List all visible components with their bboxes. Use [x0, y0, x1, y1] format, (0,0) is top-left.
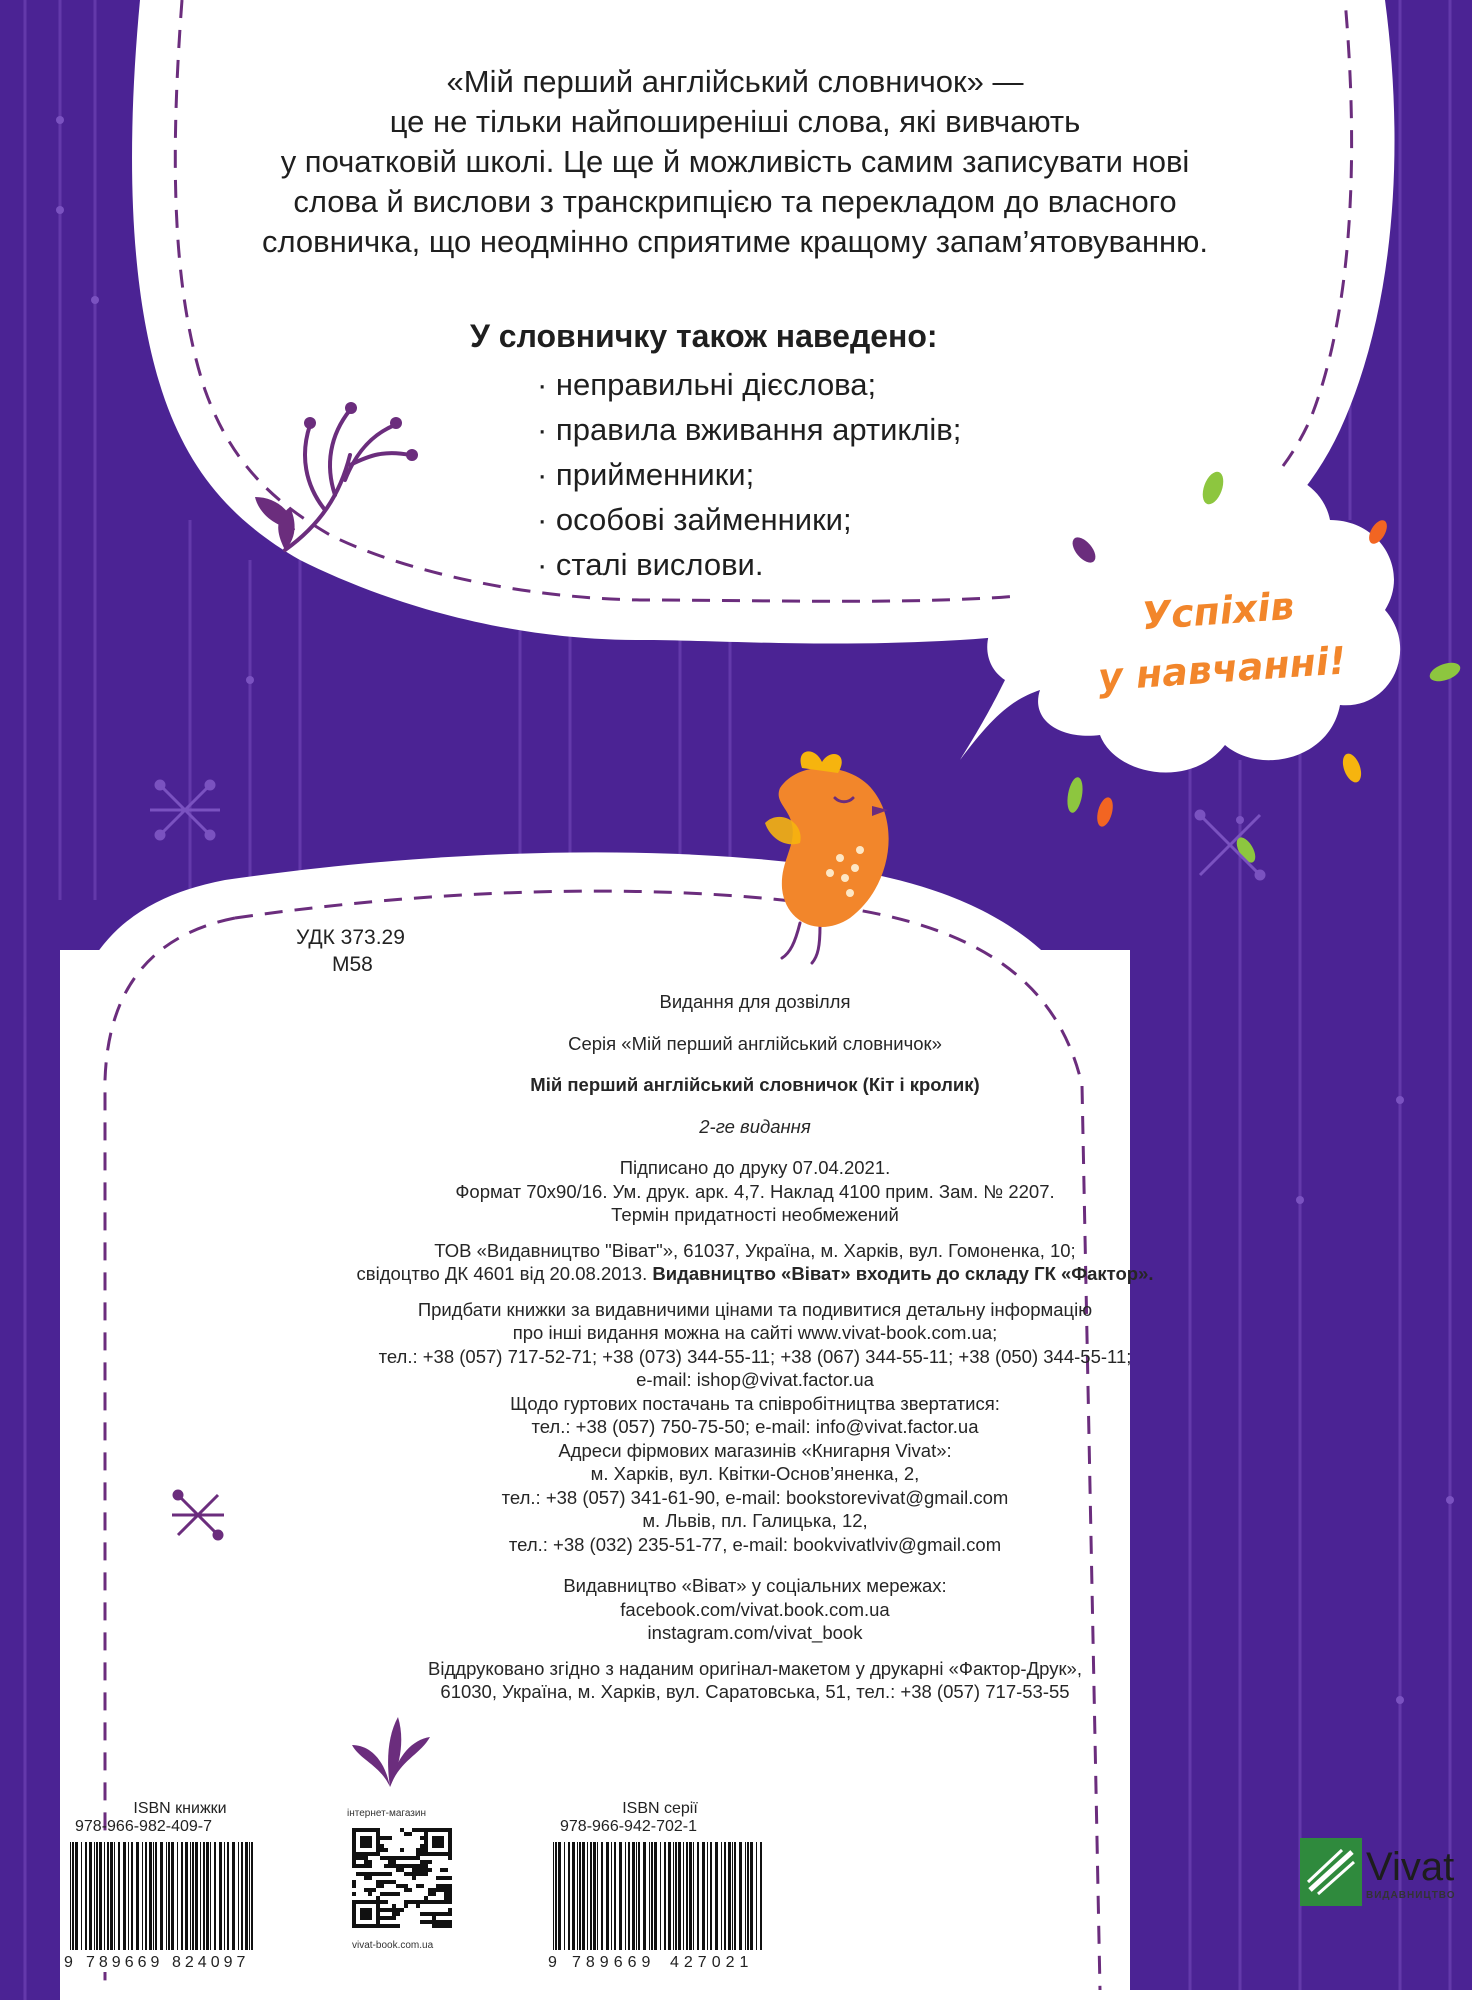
isbn-series-number: 978-966-942-702-1	[560, 1818, 697, 1835]
imprint-certificate-line	[330, 1262, 1180, 1286]
qr-caption-top: інтернет-магазин	[347, 1808, 427, 1819]
isbn-book-digits-left: 789669	[86, 1954, 164, 1971]
imprint-buy-line-1: Придбати книжки за видавничими цінами та подивитися детальну інформацію	[417, 1298, 1093, 1320]
slogan	[1076, 572, 1363, 707]
imprint-signed: Підписано до друку 07.04.2021.	[619, 1157, 891, 1178]
imprint-store1-contact: тел.: +38 (057) 341-61-90, e-mail: bookstorevivat@gmail.com	[501, 1486, 1009, 1508]
isbn-series-caption: ISBN серії	[622, 1800, 698, 1817]
imprint-wholesale-contact: тел.: +38 (057) 750-75-50; e-mail: info@vivat.factor.ua	[531, 1416, 979, 1437]
isbn-series-digits-left: 789669	[572, 1954, 656, 1971]
intro-line: у початковій школі. Це ще й можливість самим записувати нові	[280, 144, 1190, 179]
imprint-store2-address: м. Львів, пл. Галицька, 12,	[642, 1510, 868, 1531]
intro-line: слова й вислови з транскрипцією та перекладом до власного	[293, 184, 1177, 219]
imprint-format: Формат 70х90/16. Ум. друк. арк. 4,7. Наклад 4100 прим. Зам. № 2207.	[455, 1180, 1055, 1202]
isbn-series-digit-first: 9	[548, 1954, 557, 1971]
shop-qr-code[interactable]	[352, 1828, 452, 1928]
udk-code: УДК 373.29	[296, 926, 405, 949]
isbn-series-barcode	[545, 1838, 770, 1968]
imprint-shelf-life: Термін придатності необмежений	[611, 1204, 899, 1225]
intro-line: «Мій перший англійський словничок» —	[446, 64, 1024, 99]
list-item: · правила вживання артиклів;	[537, 412, 962, 447]
vivat-logo-name: Vivat	[1366, 1845, 1455, 1889]
isbn-book-barcode	[62, 1838, 260, 1968]
udk-block	[296, 924, 405, 978]
udk-author-mark: М58	[332, 953, 373, 976]
isbn-book-number: 978-966-982-409-7	[75, 1818, 212, 1835]
isbn-book-caption: ISBN книжки	[133, 1800, 227, 1817]
isbn-book-digits-right: 824097	[172, 1954, 250, 1971]
imprint-purpose: Видання для дозвілля	[659, 991, 851, 1012]
isbn-book-digit-first: 9	[64, 1954, 73, 1971]
imprint-facebook: facebook.com/vivat.book.com.ua	[620, 1598, 890, 1620]
imprint-printed-line-1: Віддруковано згідно з наданим оригінал-макетом у друкарні «Фактор-Друк»,	[428, 1657, 1082, 1679]
imprint-instagram: instagram.com/vivat_book	[647, 1622, 863, 1643]
imprint-stores-title: Адреси фірмових магазинів «Книгарня Vivat»:	[558, 1439, 952, 1461]
imprint-buy-line-2: про інші видання можна на сайті www.vivat-book.com.ua;	[512, 1322, 998, 1343]
imprint-edition: 2-ге видання	[699, 1115, 811, 1137]
list-item: · особові займенники;	[537, 502, 852, 537]
imprint-group-note: Видавництво «Віват» входить до складу ГК «Фактор».	[652, 1263, 1154, 1284]
qr-caption-bottom: vivat-book.com.ua	[352, 1940, 434, 1951]
extras-heading: У словничку також наведено:	[470, 318, 938, 354]
slogan-line-2: у навчанні!	[1096, 638, 1348, 700]
barcode-icon	[62, 1838, 260, 1968]
vivat-logo-sub: ВИДАВНИЦТВО	[1366, 1890, 1456, 1901]
list-item: · сталі вислови.	[537, 547, 764, 582]
imprint-store2-contact: тел.: +38 (032) 235-51-77, e-mail: bookvivatlviv@gmail.com	[508, 1533, 1002, 1555]
imprint-social-title: Видавництво «Віват» у соціальних мережах:	[563, 1575, 947, 1596]
slogan-line-1: Успіхів	[1140, 583, 1296, 639]
imprint-wholesale: Щодо гуртових постачань та співробітництва звертатися:	[510, 1392, 1000, 1414]
plant-decoration-icon	[250, 385, 430, 565]
barcode-icon	[545, 1838, 770, 1968]
imprint-certificate: свідоцтво ДК 4601 від 20.08.2013.	[356, 1263, 648, 1284]
bird-illustration-icon	[760, 748, 910, 968]
imprint-store1-address: м. Харків, вул. Квітки-Основ’яненка, 2,	[590, 1463, 920, 1484]
list-item: · неправильні дієслова;	[537, 367, 877, 402]
imprint-buy-email: e-mail: ishop@vivat.factor.ua	[636, 1369, 874, 1390]
intro-line: це не тільки найпоширеніші слова, які вивчають	[389, 104, 1081, 139]
extras-list	[537, 362, 961, 587]
list-item: · прийменники;	[537, 457, 755, 492]
imprint-publisher: ТОВ «Видавництво "Віват"», 61037, Україна, м. Харків, вул. Гомоненка, 10;	[434, 1239, 1076, 1261]
isbn-series-digits-right: 427021	[670, 1954, 754, 1971]
imprint-title: Мій перший англійський словничок (Кіт і кролик)	[530, 1074, 980, 1095]
qr-code-icon	[352, 1828, 452, 1928]
imprint-printed-line-2: 61030, Україна, м. Харків, вул. Саратовська, 51, тел.: +38 (057) 717-53-55	[440, 1681, 1070, 1702]
imprint-block	[330, 990, 1180, 1704]
intro-line: словничка, що неодмінно сприятиме кращому запам’ятовуванню.	[261, 224, 1209, 259]
intro-paragraph	[150, 62, 1320, 262]
vivat-logo-icon	[1300, 1838, 1362, 1906]
imprint-series: Серія «Мій перший англійський словничок»	[568, 1032, 942, 1054]
leaf-sprig-icon	[350, 1715, 440, 1790]
imprint-buy-phones: тел.: +38 (057) 717-52-71; +38 (073) 344-55-11; +38 (067) 344-55-11; +38 (050) 344-55-11;	[378, 1345, 1132, 1367]
